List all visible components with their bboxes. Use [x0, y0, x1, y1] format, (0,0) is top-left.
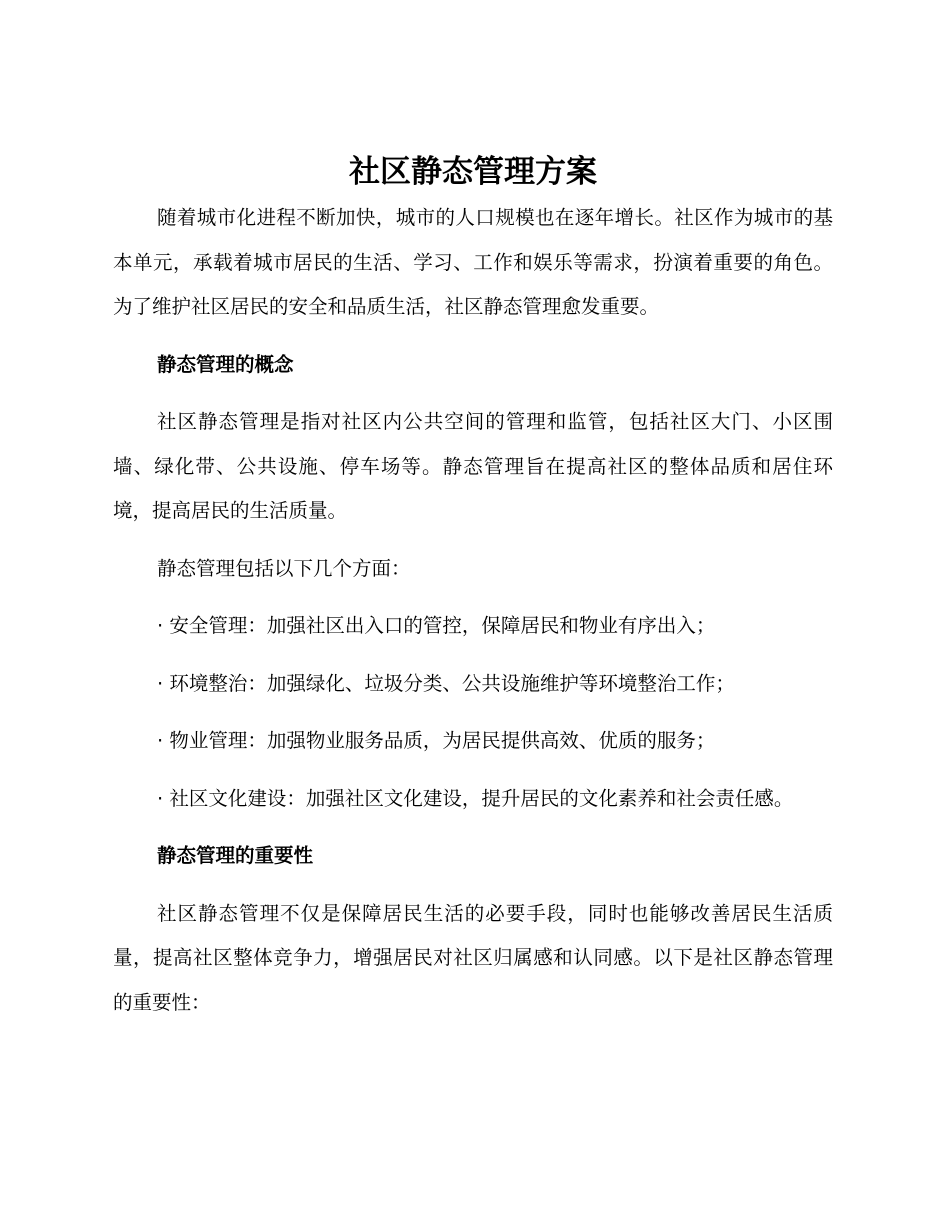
spacer: [113, 879, 833, 892]
spacer: [113, 821, 833, 834]
list-item: · 物业管理：加强物业服务品质，为居民提供高效、优质的服务；: [157, 729, 716, 752]
spacer: [113, 764, 833, 777]
section-heading-concept: 静态管理的概念: [157, 352, 294, 376]
spacer: [113, 706, 833, 719]
spacer: [113, 387, 833, 400]
importance-paragraph: 社区静态管理不仅是保障居民生活的必要手段，同时也能够改善居民生活质量，提高社区整体竞争力，增强居民对社区归属感和认同感。以下是社区静态管理的重要性：: [113, 901, 833, 1014]
list-item: · 安全管理：加强社区出入口的管控，保障居民和物业有序出入；: [157, 614, 716, 637]
intro-paragraph: 随着城市化进程不断加快，城市的人口规模也在逐年增长。社区作为城市的基本单元，承载着城市居民的生活、学习、工作和娱乐等需求，扮演着重要的角色。为了维护社区居民的安全和品质生活，社区静态管理愈发重要。: [113, 206, 833, 318]
spacer: [113, 330, 833, 343]
spacer: [113, 591, 833, 604]
document-body: [113, 148, 833, 1025]
concept-paragraph: 社区静态管理是指对社区内公共空间的管理和监管，包括社区大门、小区围墙、绿化带、公共设施、停车场等。静态管理旨在提高社区的整体品质和居住环境，提高居民的生活质量。: [113, 410, 833, 522]
spacer: [113, 649, 833, 662]
spacer: [113, 534, 833, 547]
document-title: 社区静态管理方案: [349, 154, 597, 190]
list-item: · 社区文化建设：加强社区文化建设，提升居民的文化素养和社会责任感。: [157, 786, 794, 810]
list-intro: 静态管理包括以下几个方面：: [157, 556, 411, 580]
section-heading-importance: 静态管理的重要性: [157, 844, 314, 867]
list-item: · 环境整治：加强绿化、垃圾分类、公共设施维护等环境整治工作；: [157, 671, 735, 695]
